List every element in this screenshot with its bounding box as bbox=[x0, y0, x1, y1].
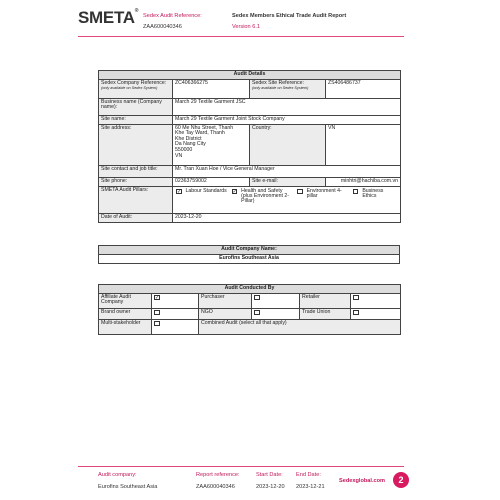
pillar-business-ethics-label: Business Ethics bbox=[362, 187, 384, 199]
footer-report-value: ZAA600040346 bbox=[196, 484, 235, 490]
trade-union-checkbox[interactable] bbox=[353, 310, 359, 316]
footer-divider bbox=[78, 466, 404, 467]
affiliate-label: Affiliate Audit Company bbox=[99, 293, 152, 308]
ngo-checkbox[interactable] bbox=[254, 310, 260, 316]
pillars-label: SMETA Audit Pillars: bbox=[99, 186, 173, 213]
country-value: VN bbox=[326, 124, 401, 165]
contact-label: Site contact and job title: bbox=[99, 165, 173, 177]
audit-conducted-by-table bbox=[98, 284, 401, 335]
site-address-value: 60 Me Nhu Street, Thanh Khe Tay Ward, Thanh Khe District Da Nang City 550000 VN bbox=[173, 124, 250, 165]
audit-company-value: Eurofins Southeast Asia bbox=[99, 254, 400, 263]
pillar-health-safety-label: Health and Safety (plus Environment 2-Pillar) bbox=[241, 187, 290, 204]
brand-owner-label: Brand owner bbox=[99, 308, 152, 319]
trade-union-label: Trade Union bbox=[300, 308, 351, 319]
header-title: Sedex Members Ethical Trade Audit Report bbox=[232, 13, 347, 19]
pillar-health-safety-checkbox[interactable]: ✓ bbox=[232, 188, 237, 195]
header-ref-value: ZAA600040346 bbox=[143, 24, 182, 30]
affiliate-checkbox[interactable]: ✓ bbox=[155, 294, 160, 301]
company-ref-value: ZC406366275 bbox=[173, 79, 250, 98]
audit-company-title: Audit Company Name: bbox=[99, 246, 400, 255]
affiliate-cell bbox=[152, 293, 199, 308]
pillar-environment-checkbox[interactable] bbox=[297, 189, 302, 195]
ngo-label: NGO bbox=[199, 308, 252, 319]
footer-company-label: Audit company: bbox=[98, 472, 137, 478]
contact-value: Mr. Tran Xuan Hoe / Vice General Manager bbox=[173, 165, 401, 177]
footer-start-label: Start Date: bbox=[256, 472, 283, 478]
footer-end-label: End Date: bbox=[296, 472, 321, 478]
smeta-logo: SMETA® bbox=[78, 8, 139, 27]
conducted-by-title: Audit Conducted By bbox=[99, 285, 401, 294]
site-address-label: Site address: bbox=[99, 124, 173, 165]
pillar-business-ethics-checkbox[interactable] bbox=[353, 189, 358, 195]
site-ref-label: Sedex Site Reference: (only available on Sedex System) bbox=[250, 79, 326, 98]
header-version: Version 6.1 bbox=[232, 24, 260, 30]
business-name-label: Business name (Company name): bbox=[99, 98, 173, 115]
footer-end-value: 2023-12-21 bbox=[296, 484, 325, 490]
audit-details-table bbox=[98, 70, 401, 223]
pillar-health-safety bbox=[232, 189, 294, 205]
phone-value: 02363759002 bbox=[173, 177, 250, 186]
purchaser-checkbox[interactable] bbox=[254, 295, 260, 301]
footer-start-value: 2023-12-20 bbox=[256, 484, 285, 490]
site-ref-value: ZS406486737 bbox=[326, 79, 401, 98]
audit-date-value: 2023-12-20 bbox=[173, 213, 401, 222]
trade-union-cell bbox=[351, 308, 401, 319]
email-value: minhtri@hachiba.com.vn bbox=[326, 177, 401, 186]
brand-owner-checkbox[interactable] bbox=[154, 310, 160, 316]
purchaser-cell bbox=[252, 293, 300, 308]
audit-date-label: Date of Audit: bbox=[99, 213, 173, 222]
site-name-value: March 29 Textile Garment Joint Stock Company bbox=[173, 115, 401, 124]
multi-stakeholder-label: Multi-stakeholder bbox=[99, 319, 152, 334]
multi-stakeholder-cell bbox=[152, 319, 199, 334]
header-divider bbox=[78, 36, 404, 37]
brand-owner-cell bbox=[152, 308, 199, 319]
footer-report-label: Report reference: bbox=[196, 472, 240, 478]
retailer-label: Retailer bbox=[300, 293, 351, 308]
footer-website-link[interactable]: Sedexglobal.com bbox=[339, 478, 386, 484]
company-ref-label: Sedex Company Reference: (only available on Sedex System) bbox=[99, 79, 173, 98]
multi-stakeholder-checkbox[interactable] bbox=[154, 321, 160, 327]
retailer-checkbox[interactable] bbox=[353, 295, 359, 301]
country-label: Country: bbox=[250, 124, 326, 165]
audit-details-title: Audit Details bbox=[99, 71, 401, 80]
pillars-cell bbox=[173, 186, 401, 213]
pillar-environment bbox=[297, 189, 349, 205]
site-name-label: Site name: bbox=[99, 115, 173, 124]
pillar-labour-label: Labour Standards bbox=[185, 187, 227, 194]
email-label: Site e-mail: bbox=[250, 177, 326, 186]
pillar-environment-label: Environment 4-pillar bbox=[306, 187, 342, 199]
audit-company-table bbox=[98, 245, 400, 264]
page-number-badge: 2 bbox=[393, 472, 409, 488]
combined-audit-label: Combined Audit (select all that apply) bbox=[199, 319, 401, 334]
pillar-labour-checkbox[interactable]: ✓ bbox=[177, 188, 182, 195]
page-header bbox=[0, 0, 500, 44]
pillar-labour bbox=[176, 189, 228, 205]
business-name-value: March 29 Textile Garment JSC bbox=[173, 98, 401, 115]
header-ref-label: Sedex Audit Reference: bbox=[143, 13, 202, 19]
retailer-cell bbox=[351, 293, 401, 308]
purchaser-label: Purchaser bbox=[199, 293, 252, 308]
phone-label: Site phone: bbox=[99, 177, 173, 186]
pillar-business-ethics bbox=[353, 189, 397, 205]
footer-company-value: Eurofins Southeast Asia bbox=[98, 484, 158, 490]
ngo-cell bbox=[252, 308, 300, 319]
